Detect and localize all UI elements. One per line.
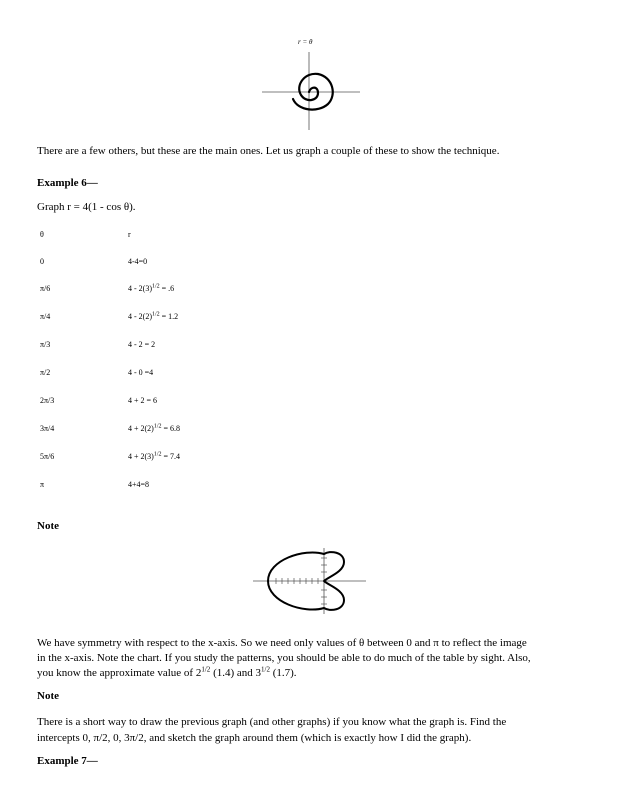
r-cell [128, 368, 153, 377]
theta-cell: π/2 [40, 368, 51, 377]
table-row [40, 368, 50, 377]
r-value: 4 - 2(2) [128, 312, 152, 321]
r-value: 4 - 2(3) [128, 284, 152, 293]
r-cell [128, 424, 180, 433]
intro-paragraph: There are a few others, but these are the main ones. Let us graph a couple of these to show the technique. [37, 145, 500, 157]
exponent: 1/2 [201, 665, 211, 674]
approx-text: you know the approximate value of 2 [37, 667, 202, 679]
r-result: = 7.4 [161, 452, 181, 461]
example-6-task: Graph r = 4(1 - cos θ). [37, 201, 136, 213]
cardioid-curve [268, 552, 344, 610]
note-2-line-1: There is a short way to draw the previous graph (and other graphs) if you know what the graph is. Find the [37, 716, 507, 728]
r-value: 4 - 2 = 2 [128, 340, 156, 349]
theta-cell: 5π/6 [40, 452, 55, 461]
theta-cell: π/3 [40, 340, 51, 349]
table-row [40, 396, 54, 405]
theta-cell: 0 [40, 257, 44, 266]
spiral-label: r = θ [298, 38, 313, 46]
table-header-r: r [128, 230, 131, 239]
approx-text: (1.4) and 3 [210, 667, 262, 679]
note-1-line-2: in the x-axis. Note the chart. If you study the patterns, you should be able to do much of the table by sight. Also, [37, 652, 531, 664]
r-value: 4+4=8 [128, 480, 150, 489]
theta-cell: π/6 [40, 284, 51, 293]
table-row [40, 424, 54, 433]
r-cell [128, 480, 149, 489]
note-1-line-3 [37, 665, 297, 681]
r-cell [128, 284, 174, 293]
x-axis-ticks [276, 578, 318, 584]
example-6-heading: Example 6— [37, 177, 98, 189]
note-heading: Note [37, 520, 59, 532]
table-row [40, 284, 50, 293]
r-value: 4 + 2(3) [128, 452, 154, 461]
spiral-curve [293, 74, 333, 110]
theta-cell: π/4 [40, 312, 51, 321]
table-row [40, 312, 50, 321]
note-1-line-1: We have symmetry with respect to the x-axis. So we need only values of θ between 0 and π to reflect the image [37, 637, 527, 649]
r-exponent: 1/2 [152, 283, 160, 290]
r-exponent: 1/2 [153, 451, 162, 458]
r-value: 4 + 2(2) [128, 424, 154, 433]
exponent: 1/2 [261, 665, 270, 674]
r-value: 4-4=0 [128, 257, 148, 266]
theta-cell: π [40, 480, 45, 489]
note-heading: Note [37, 690, 59, 702]
example-7-heading: Example 7— [37, 755, 98, 767]
table-row [40, 480, 44, 489]
r-result: = 6.8 [161, 424, 181, 433]
table-row [40, 340, 50, 349]
r-cell [128, 257, 147, 266]
r-result: = 1.2 [159, 312, 179, 321]
theta-cell: 3π/4 [40, 424, 55, 433]
r-result: = .6 [159, 284, 175, 293]
r-value: 4 + 2 = 6 [128, 396, 158, 405]
r-cell [128, 312, 178, 321]
r-cell [128, 452, 180, 461]
r-value: 4 - 0 =4 [128, 368, 154, 377]
note-2-line-2: intercepts 0, π/2, 0, 3π/2, and sketch the graph around them (which is exactly how I did the graph). [37, 732, 472, 744]
r-exponent: 1/2 [152, 311, 160, 318]
theta-cell: 2π/3 [40, 396, 55, 405]
r-exponent: 1/2 [153, 423, 162, 430]
table-row [40, 452, 54, 461]
table-header-theta: θ [40, 230, 44, 239]
approx-text: (1.7). [269, 667, 297, 679]
r-cell [128, 396, 157, 405]
table-row [40, 257, 44, 266]
r-cell [128, 340, 155, 349]
y-axis-ticks [321, 558, 327, 604]
